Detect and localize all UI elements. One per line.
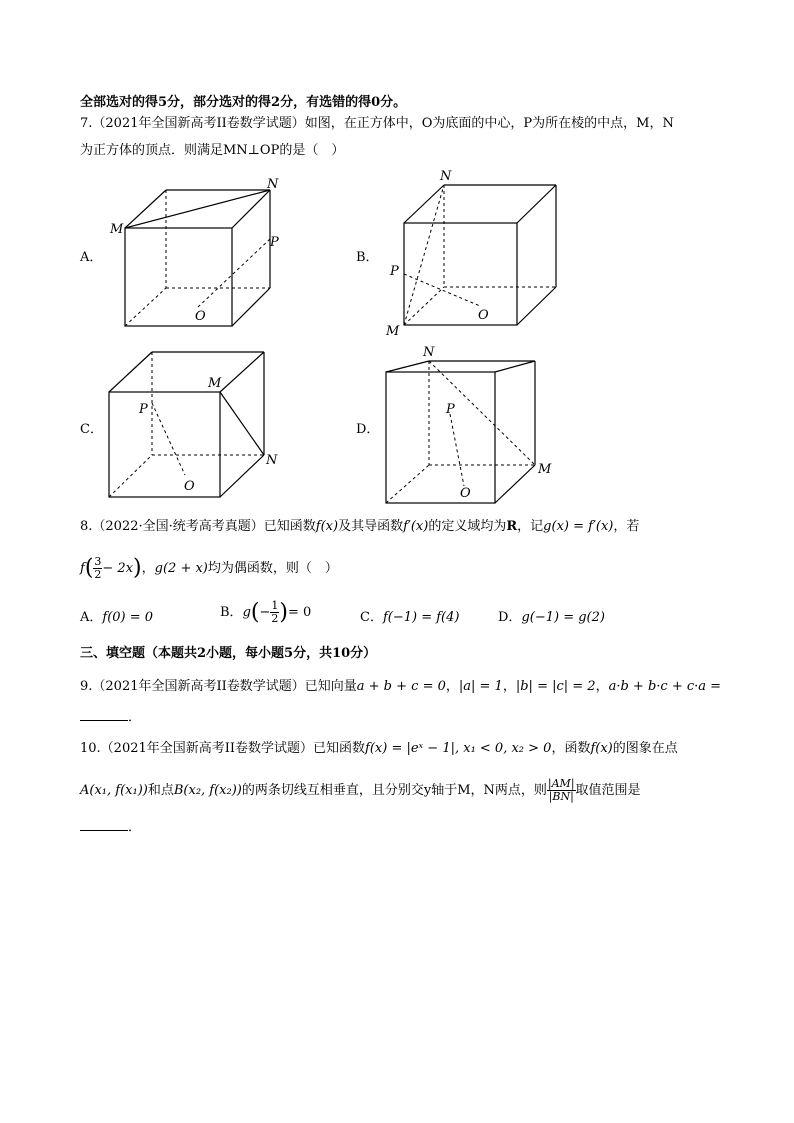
q8-line1: 8.（2022·全国·统考高考真题）已知函数f(x)及其导函数f′(x)的定义域均为R，记g(x) = f′(x)，若 bbox=[80, 519, 640, 534]
label-m: M bbox=[110, 222, 124, 237]
q7-option-b-label: B． bbox=[356, 250, 379, 265]
q7-option-c-label: C． bbox=[80, 422, 103, 437]
q7-line1: 7.（2021年全国新高考II卷数学试题）如图，在正方体中，O为底面的中心，P为所在棱的中点，M，N bbox=[80, 116, 674, 131]
label-p: P bbox=[390, 264, 399, 279]
label-n: N bbox=[267, 177, 279, 192]
q7-figure-d bbox=[380, 340, 570, 514]
label-p: P bbox=[446, 402, 455, 417]
q9-line1: 9.（2021年全国新高考II卷数学试题）已知向量a + b + c = 0，|a| = 1，|b| = |c| = 2，a·b + b·c + c·a = bbox=[80, 679, 722, 694]
label-m: M bbox=[538, 462, 552, 477]
q7-option-d-label: D． bbox=[356, 422, 380, 437]
q8-option-a: A．f(0) = 0 bbox=[80, 610, 154, 625]
q8-option-d: D．g(−1) = g(2) bbox=[498, 610, 605, 625]
label-o: O bbox=[460, 486, 471, 501]
q7-figure-a bbox=[110, 170, 300, 344]
label-o: O bbox=[478, 308, 489, 323]
label-n: N bbox=[266, 453, 278, 468]
scoring-note: 全部选对的得5分，部分选对的得2分，有选错的得0分。 bbox=[80, 95, 407, 110]
q7-figure-c bbox=[105, 342, 295, 516]
q10-line1: 10.（2021年全国新高考II卷数学试题）已知函数f(x) = |eˣ − 1|, x₁ < 0, x₂ > 0，函数f(x)的图象在点 bbox=[80, 741, 678, 756]
q7-option-a-label: A． bbox=[80, 250, 103, 265]
q8-option-c: C．f(−1) = f(4) bbox=[360, 610, 460, 625]
label-m: M bbox=[208, 376, 222, 391]
q8-line2: f( $\frac{3}{2}$ − 2x)，g(2 + x)均为偶函数，则（ ） bbox=[80, 555, 338, 581]
q7-line2: 为正方体的顶点．则满足MN⊥OP的是（ ） bbox=[80, 143, 345, 158]
label-p: P bbox=[139, 402, 148, 417]
label-m: M bbox=[386, 324, 400, 339]
label-n: N bbox=[440, 169, 452, 184]
q9-answer-blank[interactable]: ． bbox=[80, 708, 141, 727]
section-3-heading: 三、填空题（本题共2小题，每小题5分，共10分） bbox=[80, 646, 377, 661]
label-o: O bbox=[184, 479, 195, 494]
label-o: O bbox=[195, 309, 206, 324]
q10-answer-blank[interactable]: ． bbox=[80, 818, 141, 837]
q7-figure-b bbox=[382, 165, 572, 349]
q10-line2: A(x₁, f(x₁))和点B(x₂, f(x₂))的两条切线互相垂直，且分别交y轴于M，N两点，则 $\frac{|AM|}{|BN|}$ 取值范围是 bbox=[80, 777, 641, 803]
label-n: N bbox=[423, 345, 435, 360]
label-p: P bbox=[270, 235, 279, 250]
q8-option-b: B．g(− $\frac{1}{2}$ )= 0 bbox=[220, 599, 312, 625]
